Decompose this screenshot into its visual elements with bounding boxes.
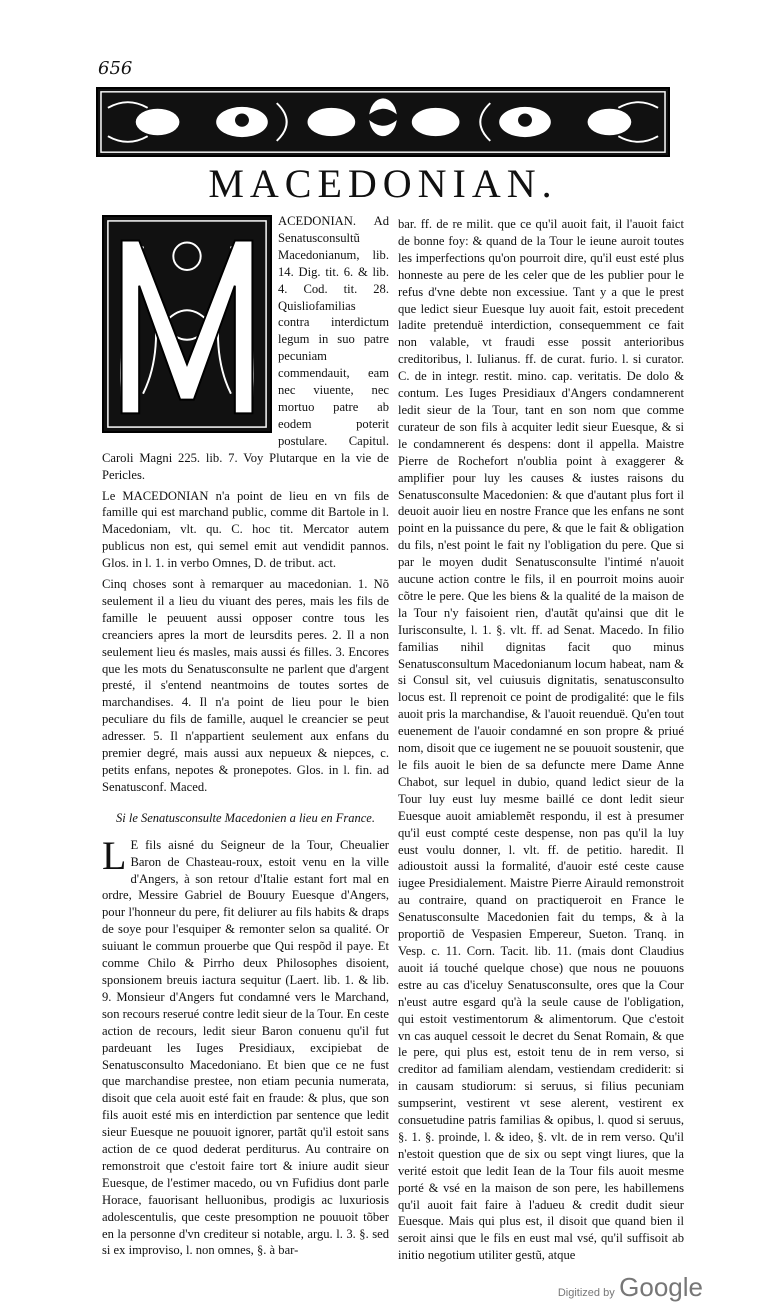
paragraph: Le MACEDONIAN n'a point de lieu en vn fils de famille qui est marchand public, comme dit Bartole in l. Macedoniam, vlt. qu. C. hoc tit. Mercator autem publicus non est, qui semel emit aut vendidit pannos. Glos. in l. 1. in verbo Omnes, D. de tribut. act. <box>102 488 389 571</box>
initial-letter: L <box>102 832 127 878</box>
decorative-headpiece <box>96 87 670 157</box>
right-column <box>398 216 684 1268</box>
paragraph <box>102 832 389 1260</box>
paragraph: Cinq choses sont à remarquer au macedonian. 1. Nõ seulement il a lieu du viuant des peres, mais les fils de famille le peuuent aussi opposer contre tous les creanciers apres la mort de leursdits peres. 2. Il a non seulement lieu és masles, mais aussi és filles. 3. Encores que les mots du Senatusconsulte ne parlent que d'argent presté, il s'entend neantmoins de toutes sortes de marchandises. 4. Il n'a point de lieu pour le bien peculiare du fils de famille, auquel le creancier se peut adresser. 5. Il n'appartient seulement aux enfans du premier degré, mais aussi aux nepueux & niepces, c. petits enfans, nepotes & pronepotes. Glos. in l. fin. ad Senatusconf. Maced. <box>102 577 389 794</box>
page-title: MACEDONIAN. <box>208 161 558 206</box>
paragraph: bar. ff. de re milit. que ce qu'il auoit fait, il l'auoit faict de bonne foy: & quand de la Tour le ieune auroit toutes les imperfections qu'on pourroit dire, qu'il eust esté plus honneste au pere de les celer que de les publier pour le refus d'vne debte non excessiue. Tant y a que le prest que ledict sieur Euesque luy auoit fait, estoit precedent ladite pretenduë interdiction, consequemment ce fait non valable, vt fraudi esse possit anterioribus creditoribus, l. Iulianus. ff. de curat. furio. l. si curator. C. de in integr. restit. mino. cap. veritatis. De dolo & contum. Les Iuges Presidiaux d'Angers condamnerent ledit sieur de la Tour, tant en son nom que comme curateur de son fils à acquiter ledit sieur Euesque, & si le condamnerent és despens: dont il appella. Maistre Pierre de Rochefort n'oublia point à exaggerer & amplifier pour luy les causes & iustes raisons du Senatusconsulte Macedonien: & que d'autant plus fort il deuoit auoir lieu en nostre France que les enfans ne sont point en la puissance du pere, & que le fait & obligation du fils, n'est point le fait ny l'obligation du pere. Que si par le moyen dudit Senatusconsulte l'intimé n'auoit aucune action contre le fils, il en pourroit moins auoir cõtre le pere. Que les biens & la qualité de la maison de la Tour n'y faisoient rien, d'autãt qu'ainsi que dit le Iurisconsulte, l. 1. §. vlt. ff. ad Senat. Macedo. In filio familias nihil dignitas facit quo minus Senatusconsultum Macedonianum locum habeat, nam & si Consul sit, vel cuiusuis dignitatis, senatusconsulto locus est. Il reprenoit ce point de prodigalité: que le fils auoit pris la marchandise, & l'auoit reuenduë. Qu'en tout euenement de l'auoir condamné en son propre & priué nom, disoit que ce iugement ne se pouuoit soustenir, que le fils auoit le bien de sa defuncte mere Dame Anne Chabot, sur lequel in dubio, quand ledict sieur de la Tour luy eust luy mesme baillé ce dont ledit sieur Euesque auoit amiablemẽt respondu, il est à presumer qu'il eust compté ceste despense, non pas qu'il la luy eust voulu donner, l. vlt. ff. de petitio. haredit. Il adioustoit aussi la formalité, d'auoir esté ceste cause iugee Presidialement. Maistre Pierre Airauld remonstroit au contraire, quand on practiqueroit en France le Senatusconsulte Macedonien fait du temps, & à la proportiõ de Vespasien Empereur, Sueton. Tranq. in Vesp. c. 11. Corn. Tacit. lib. 11. (mais dont Claudius auoit iá touché quelque chose) que nous ne pouuons estre au cas d'iceluy Senatusconsulte, ores que la Cour n'eust autre esgard qu'à la seule cause de l'obligation, qui estoit vestimentorum & alimentorum. Que c'estoit vn cas auquel cessoit le decret du Senat Romain, & que le pere, qui plus est, estoit tenu de in rem verso, si creditor ad familiam alendam, vestiendam crediderit: si in causam studiorum: si seruus, si filius pecuniam sumpserint, vestirent vt sese alerent, vestirent ex consuetudine patris familias & opibus, l. quod si seruus, §. 1. §. proinde, l. & ideo, §. vlt. de in rem verso. Qu'il n'estoit question que de six ou sept vingt liures, que la verité estoit que ledit Iean de la Tour fils auoit mesme porté & vsé en la maison de son pere, les habillemens qu'il auoit fait faire à l'adueu & credit dudit sieur Euesque. Mais qui plus est, il disoit que quand bien il seroit ainsi que le fils en eust mal vsé, qu'il suffisoit ab initio negotium utiliter gestũ, atque <box>398 217 684 1263</box>
page-number: 656 <box>98 58 133 79</box>
decorated-initial-m <box>102 215 272 433</box>
ornament-border-icon <box>98 89 668 155</box>
intro-paragraph: ACEDONIAN. Ad Senatusconsultũ Macedonianum, lib. 14. Dig. tit. 6. & lib. 4. Cod. tit. 28. Quisliofamilias contra interdictum legum in suo patre pecuniam commendauit, eam nec viuente, nec mortuo patre ab eodem poterit postulare. Capitul. Caroli Magni 225. lib. 7. Voy Plutarque en la vie de Pericles. <box>102 214 389 482</box>
digitized-watermark <box>558 1272 703 1303</box>
google-logo: Google <box>619 1272 703 1302</box>
initial-m-icon <box>104 217 270 431</box>
section-heading: Si le Senatusconsulte Macedonien a lieu en France. <box>116 810 375 825</box>
digitized-label: Digitized by <box>557 1287 615 1299</box>
paragraph-text: E fils aisné du Seigneur de la Tour, Cheualier Baron de Chasteau-roux, estoit venu en la ville d'Angers, à son retour d'Italie estant fort mal en ordre, Messire Gabriel de Bouury Euesque d'Angers, pour l'honneur du pere, fit deliurer au fils habits & draps de soye pour l'esquiper & remonter selon sa qualité. Or suiuant le commun prouerbe que Qui respõd il paye. Et comme Chilo & Pirrho deux Philosophes disoient, sponsionem breuis iactura sequitur (Laert. lib. 1. & lib. 9. Monsieur d'Angers fut condamné vers le Marchand, son recours reserué contre ledit sieur de la Tour. En ceste action de recours, ledit sieur Baron conuenu qu'il fut pardeuant les Iuges Presidiaux, excipiebat de Senatusconsulto Macedoniano. Et bien que ce ne fust que marchandise prestee, non etiam pecunia numerata, disoit que cela auoit esté fait en fraude: & plus, que son fils auoit esté mis en interdiction par sentence que ledit sieur Euesque ne pouuoit ignorer, partãt qu'il estoit sans action de ce quod dederat perditurus. Au contraire on remonstroit que c'estoit faire tort & iniure audit sieur Euesque, de l'estimer macedo, ou vn Fufidius dont parle Horace, fauorisant helluonibus, prodigis ac luxuriosis adolescentulis, que ceste presomption ne pouuoit tõber en la personne d'vn crediteur si notable, argu. l. 3. §. sed si ex improviso, l. non omnes, §. à bar- <box>102 837 389 1258</box>
left-column <box>102 213 389 1263</box>
